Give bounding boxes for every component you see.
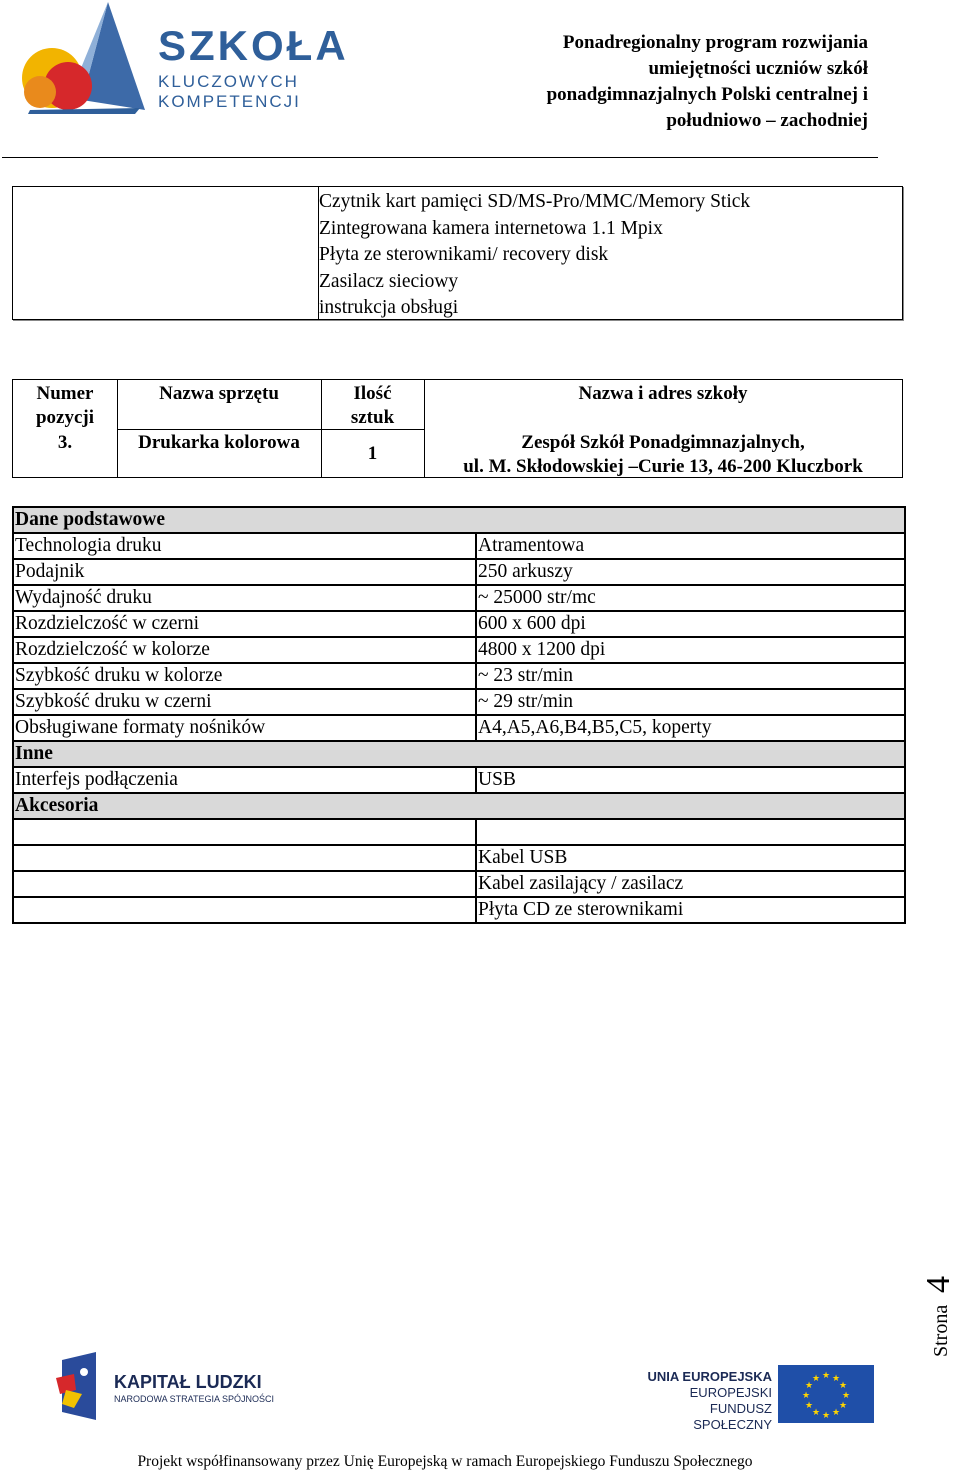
item-name: Drukarka kolorowa [138,432,300,453]
program-line: ponadgimnazjalnych Polski centralnej i [546,84,868,105]
kapital-ludzki-subtitle: NARODOWA STRATEGIA SPÓJNOŚCI [114,1394,275,1404]
school-street: ul. M. Skłodowskiej –Curie 13, 46-200 Kluczbork [463,456,863,477]
table-row [13,637,905,663]
spec-label: Obsługiwane formaty nośników [13,715,476,741]
list-item: Zasilacz sieciowy [319,270,459,292]
table-row [13,559,905,585]
eu-text [632,1369,772,1433]
spec-label: Wydajność druku [13,585,476,611]
spec-label: Szybkość druku w czerni [13,689,476,715]
szkola-logo [10,0,440,125]
equipment-list [319,189,750,322]
logo-subtitle: KLUCZOWYCH KOMPETENCJI [158,72,301,111]
table-row [13,663,905,689]
table-row [13,611,905,637]
svg-text:★: ★ [838,1401,848,1411]
equipment-list-table [12,186,903,320]
spec-value: 4800 x 1200 dpi [476,637,905,663]
table-row [13,715,905,741]
spec-label: Interfejs podłączenia [13,767,476,793]
program-line: umiejętności uczniów szkół [648,58,868,79]
svg-text:★: ★ [811,1374,821,1384]
eu-logo [632,1365,877,1432]
spec-value: ~ 25000 str/mc [476,585,905,611]
list-item: Płyta ze sterownikami/ recovery disk [319,244,609,265]
eu-line: UNIA EUROPEJSKA [647,1369,772,1384]
header-text: Ilość [353,383,392,404]
section-row [13,741,905,767]
item-table [12,379,903,478]
spec-value: USB [476,767,905,793]
spec-value: 250 arkuszy [476,559,905,585]
svg-text:★: ★ [811,1408,821,1418]
section-header-accessories: Akcesoria [13,793,905,819]
item-quantity: 1 [367,443,378,464]
page-label: Strona [930,1304,952,1357]
header-divider [2,157,878,158]
header-text: pozycji [35,407,95,428]
accessory-item: Płyta CD ze sterownikami [476,897,905,923]
spec-label [13,845,476,871]
section-row [13,793,905,819]
spec-label: Rozdzielczość w czerni [13,611,476,637]
program-title [448,30,868,134]
header-text: Numer [36,383,94,404]
spec-label: Technologia druku [13,533,476,559]
program-line: południowo – zachodniej [666,110,868,131]
spec-value: ~ 29 str/min [476,689,905,715]
svg-text:★: ★ [831,1374,841,1384]
spec-label: Szybkość druku w kolorze [13,663,476,689]
svg-text:★: ★ [804,1401,814,1411]
eu-flag-icon [778,1365,874,1423]
table-row [13,767,905,793]
accessory-item: Kabel zasilający / zasilacz [476,871,905,897]
school-address [424,431,902,479]
logo-sail-graphic [10,0,160,120]
list-item: Zintegrowana kamera internetowa 1.1 Mpix [319,217,663,239]
column-header-name: Nazwa sprzętu [159,383,279,404]
spec-value: ~ 23 str/min [476,663,905,689]
item-number: 3. [57,432,73,453]
kapital-ludzki-emblem-icon [52,1350,102,1425]
svg-text:★: ★ [841,1391,851,1401]
spec-value: A4,A5,A6,B4,B5,C5, koperty [476,715,905,741]
page-number-value: 4 [920,1276,957,1293]
section-row [13,507,905,533]
logo-title: SZKOŁA [158,22,349,69]
column-header-school: Nazwa i adres szkoły [578,383,748,404]
column-header-number [13,382,117,430]
table-row [13,871,905,897]
table-row [13,845,905,871]
list-item: instrukcja obsługi [319,297,459,318]
section-header-other: Inne [13,741,905,767]
svg-text:★: ★ [831,1408,841,1418]
svg-text:★: ★ [801,1391,811,1401]
column-header-quantity [321,382,424,430]
svg-text:★: ★ [821,1371,831,1381]
table-row [13,689,905,715]
spec-label: Rozdzielczość w kolorze [13,637,476,663]
spec-label [13,897,476,923]
spec-value: 600 x 600 dpi [476,611,905,637]
eu-line: FUNDUSZ SPOŁECZNY [693,1401,772,1432]
spec-label [13,871,476,897]
table-row [13,819,905,845]
program-line: Ponadregionalny program rozwijania [562,32,868,53]
section-header-basic: Dane podstawowe [13,507,905,533]
page-number [920,1276,960,1380]
spec-value: Atramentowa [476,533,905,559]
svg-text:★: ★ [821,1411,831,1421]
kapital-ludzki-logo [52,1350,312,1425]
footer-text: Projekt współfinansowany przez Unię Europejską w ramach Europejskiego Funduszu Społecznego [137,1453,753,1470]
svg-text:★: ★ [804,1381,814,1391]
specification-table [12,506,906,924]
header-text: sztuk [350,407,395,428]
eu-line: EUROPEJSKI [689,1385,772,1400]
svg-text:★: ★ [838,1381,848,1391]
kapital-ludzki-title: KAPITAŁ LUDZKI [114,1372,262,1392]
accessory-item: Kabel USB [476,845,905,871]
accessory-item [476,819,905,845]
table-row [13,897,905,923]
list-item: Czytnik kart pamięci SD/MS-Pro/MMC/Memory Stick [319,191,751,212]
table-row [13,585,905,611]
spec-label: Podajnik [13,559,476,585]
school-name: Zespół Szkół Ponadgimnazjalnych, [521,432,805,453]
spec-label [13,819,476,845]
table-row [13,533,905,559]
